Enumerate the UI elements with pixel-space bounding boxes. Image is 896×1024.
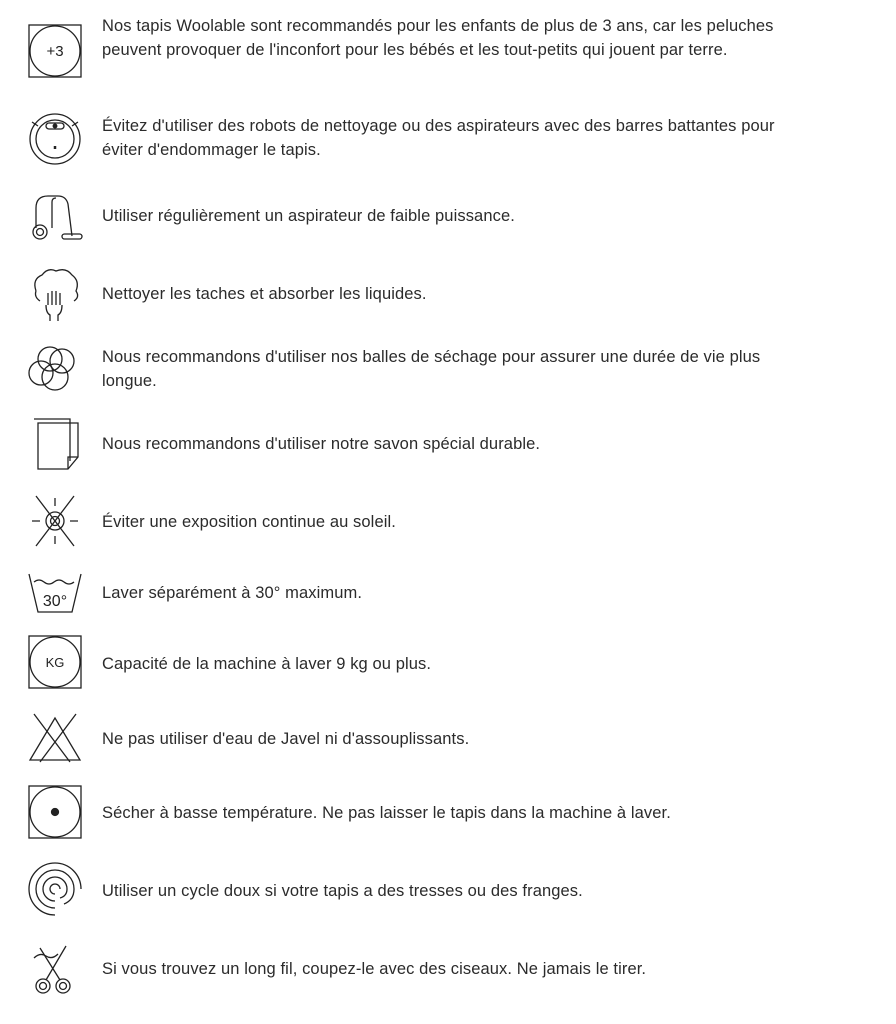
wash-30-icon — [26, 566, 84, 624]
instruction-text: Nettoyer les taches et absorber les liquides. — [102, 285, 427, 303]
instruction-text: Sécher à basse température. Ne pas laisser le tapis dans la machine à laver. — [102, 804, 671, 822]
instruction-text: Capacité de la machine à laver 9 kg ou plus. — [102, 655, 432, 673]
dryer-balls-icon — [26, 339, 84, 397]
scissors-icon — [26, 940, 84, 998]
instruction-text: Si vous trouvez un long fil, coupez-le avec des ciseaux. Ne jamais le tirer. — [102, 960, 647, 978]
age-badge-text: +3 — [46, 43, 64, 60]
instruction-text: Laver séparément à 30° maximum. — [102, 584, 363, 602]
no-bleach-icon — [26, 708, 84, 766]
hand-cloth-icon — [26, 265, 84, 323]
soap-pages-icon — [26, 413, 84, 471]
instruction-text: Nous recommandons d'utiliser nos balles de séchage pour assurer une durée de vie plus longue. — [102, 348, 761, 390]
instruction-text: Ne pas utiliser d'eau de Javel ni d'assouplissants. — [102, 730, 470, 748]
tumble-dry-low-icon — [26, 783, 84, 841]
robot-vacuum-icon — [26, 110, 84, 168]
wash-temperature-text: 30° — [42, 593, 68, 610]
no-sun-icon — [26, 492, 84, 550]
machine-capacity-icon — [26, 633, 84, 691]
instruction-text: Utiliser un cycle doux si votre tapis a des tresses ou des franges. — [102, 882, 583, 900]
instruction-text: Éviter une exposition continue au soleil. — [102, 513, 396, 531]
instruction-text: Nos tapis Woolable sont recommandés pour les enfants de plus de 3 ans, car les peluches peuvent provoquer de l'inconfort pour les bébés et les tout-petits qui jouent par terre. — [102, 17, 774, 59]
instruction-text: Utiliser régulièrement un aspirateur de faible puissance. — [102, 207, 515, 225]
capacity-badge-text: KG — [45, 655, 65, 670]
gentle-cycle-icon — [26, 860, 84, 918]
instruction-text: Nous recommandons d'utiliser notre savon spécial durable. — [102, 435, 541, 453]
instruction-text: Évitez d'utiliser des robots de nettoyage ou des aspirateurs avec des barres battantes pour éviter d'endommager le tapis. — [102, 117, 775, 159]
vacuum-cleaner-icon — [26, 188, 84, 246]
age-3-plus-icon — [26, 22, 84, 80]
